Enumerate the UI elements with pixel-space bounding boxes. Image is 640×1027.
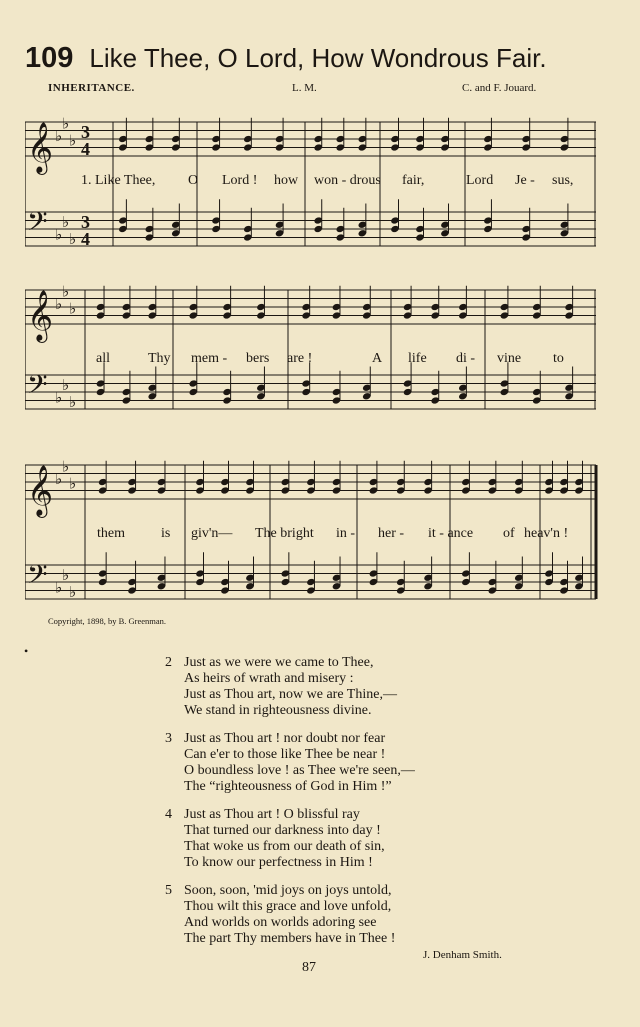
treble-clef-icon: 𝄞 xyxy=(27,122,54,173)
music-system-1 xyxy=(25,112,600,272)
verse-line: Can e'er to those like Thee be near ! xyxy=(184,747,386,762)
verse-line: That turned our darkness into day ! xyxy=(184,823,381,838)
bass-clef-icon: 𝄢 xyxy=(27,205,48,244)
flat-sign-icon: ♭ xyxy=(62,457,70,476)
score-staves-1 xyxy=(25,112,600,272)
page-number: 87 xyxy=(302,960,316,975)
flat-sign-icon: ♭ xyxy=(55,225,63,244)
verse-line: And worlds on worlds adoring see xyxy=(184,915,377,930)
lyric-syllable: won - drous xyxy=(314,173,381,188)
verse-line: To know our perfectness in Him ! xyxy=(184,855,373,870)
flat-sign-icon: ♭ xyxy=(55,388,63,407)
lyric-syllable: vine xyxy=(497,351,522,366)
lyric-syllable: mem - xyxy=(191,351,228,366)
verse-line: The part Thy members have in Thee ! xyxy=(184,931,396,946)
copyright-notice: Copyright, 1898, by B. Greenman. xyxy=(48,616,167,626)
flat-sign-icon: ♭ xyxy=(69,229,77,248)
lyric-syllable: 1. Like Thee, xyxy=(81,173,156,188)
lyric-syllable: them xyxy=(97,526,125,541)
bass-clef-icon: 𝄢 xyxy=(27,368,48,407)
verse-line: Just as we were we came to Thee, xyxy=(184,655,374,670)
time-signature-bottom: 4 xyxy=(81,139,90,159)
flat-sign-icon: ♭ xyxy=(69,131,77,150)
verse-number: 3 xyxy=(165,731,172,746)
verse-number: 2 xyxy=(165,655,172,670)
flat-sign-icon: ♭ xyxy=(62,285,70,301)
lyric-syllable: di - xyxy=(456,351,476,366)
lyric-syllable: O xyxy=(188,173,199,188)
flat-sign-icon: ♭ xyxy=(62,375,70,394)
lyric-line-3 xyxy=(25,526,600,544)
verse-3 xyxy=(165,731,415,795)
lyric-syllable: Thy xyxy=(148,351,171,366)
tune-name: INHERITANCE. xyxy=(48,82,135,94)
flat-sign-icon: ♭ xyxy=(55,127,63,145)
ink-speck: • xyxy=(24,644,29,658)
verse-line: As heirs of wrath and misery : xyxy=(184,671,354,686)
hymn-number: 109 xyxy=(25,42,74,74)
music-system-2 xyxy=(25,285,600,445)
lyric-syllable: sus, xyxy=(552,173,574,188)
verse-5 xyxy=(165,883,415,947)
treble-clef-icon: 𝄞 xyxy=(27,290,54,341)
flat-sign-icon: ♭ xyxy=(69,299,77,318)
flat-sign-icon: ♭ xyxy=(69,474,77,493)
verses xyxy=(165,655,415,959)
lyric-syllable: all xyxy=(96,351,110,366)
lyric-syllable: fair, xyxy=(402,173,425,188)
lyric-syllable: her - xyxy=(378,526,405,541)
lyric-syllable: life xyxy=(408,351,427,366)
lyric-syllable: Lord ! xyxy=(222,173,258,188)
flat-sign-icon: ♭ xyxy=(62,565,70,584)
lyric-syllable: heav'n ! xyxy=(524,526,569,541)
flat-sign-icon: ♭ xyxy=(55,295,63,313)
lyric-syllable: The bright xyxy=(255,526,314,541)
verse-number: 5 xyxy=(165,883,172,898)
verse-line: Just as Thou art ! nor doubt nor fear xyxy=(184,731,386,746)
lyric-syllable: to xyxy=(553,351,564,366)
lyric-syllable: A xyxy=(372,351,383,366)
lyric-syllable: Lord xyxy=(466,173,494,188)
verse-4 xyxy=(165,807,415,871)
verse-line: The “righteousness of God in Him !” xyxy=(184,779,392,794)
lyric-syllable: how xyxy=(274,173,299,188)
verse-2 xyxy=(165,655,415,719)
verse-number: 4 xyxy=(165,807,172,822)
verse-line: Just as Thou art, now we are Thine,— xyxy=(184,687,397,702)
flat-sign-icon: ♭ xyxy=(62,212,70,231)
time-signature-top: 3 xyxy=(81,122,90,142)
treble-clef-icon: 𝄞 xyxy=(27,465,54,516)
author: J. Denham Smith. xyxy=(423,949,502,961)
verse-line: That woke us from our death of sin, xyxy=(184,839,385,854)
flat-sign-icon: ♭ xyxy=(69,392,77,411)
flat-sign-icon: ♭ xyxy=(62,114,70,133)
verse-line: Just as Thou art ! O blissful ray xyxy=(184,807,360,822)
music-system-3 xyxy=(25,455,600,615)
lyric-syllable: is xyxy=(161,526,171,541)
flat-sign-icon: ♭ xyxy=(55,578,63,597)
time-signature-bottom: 4 xyxy=(81,229,90,249)
flat-sign-icon: ♭ xyxy=(69,582,77,601)
composer: C. and F. Jouard. xyxy=(462,82,537,94)
flat-sign-icon: ♭ xyxy=(55,470,63,488)
meter: L. M. xyxy=(292,82,317,94)
lyric-syllable: in - xyxy=(336,526,356,541)
lyric-syllable: are ! xyxy=(287,351,313,366)
lyric-line-1 xyxy=(25,173,600,191)
lyric-syllable: giv'n— xyxy=(191,526,233,541)
verse-line: O boundless love ! as Thee we're seen,— xyxy=(184,763,415,778)
lyric-syllable: Je - xyxy=(515,173,535,188)
verse-line: Thou wilt this grace and love unfold, xyxy=(184,899,392,914)
lyric-syllable: it - ance xyxy=(428,526,474,541)
verse-line: We stand in righteousness divine. xyxy=(184,703,372,718)
verse-line: Soon, soon, 'mid joys on joys untold, xyxy=(184,883,392,898)
lyric-syllable: bers xyxy=(246,351,270,366)
time-signature-top: 3 xyxy=(81,212,90,232)
lyric-syllable: of xyxy=(503,526,515,541)
lyric-line-2 xyxy=(25,351,600,369)
hymn-title: Like Thee, O Lord, How Wondrous Fair. xyxy=(89,43,547,73)
bass-clef-icon: 𝄢 xyxy=(27,558,48,597)
